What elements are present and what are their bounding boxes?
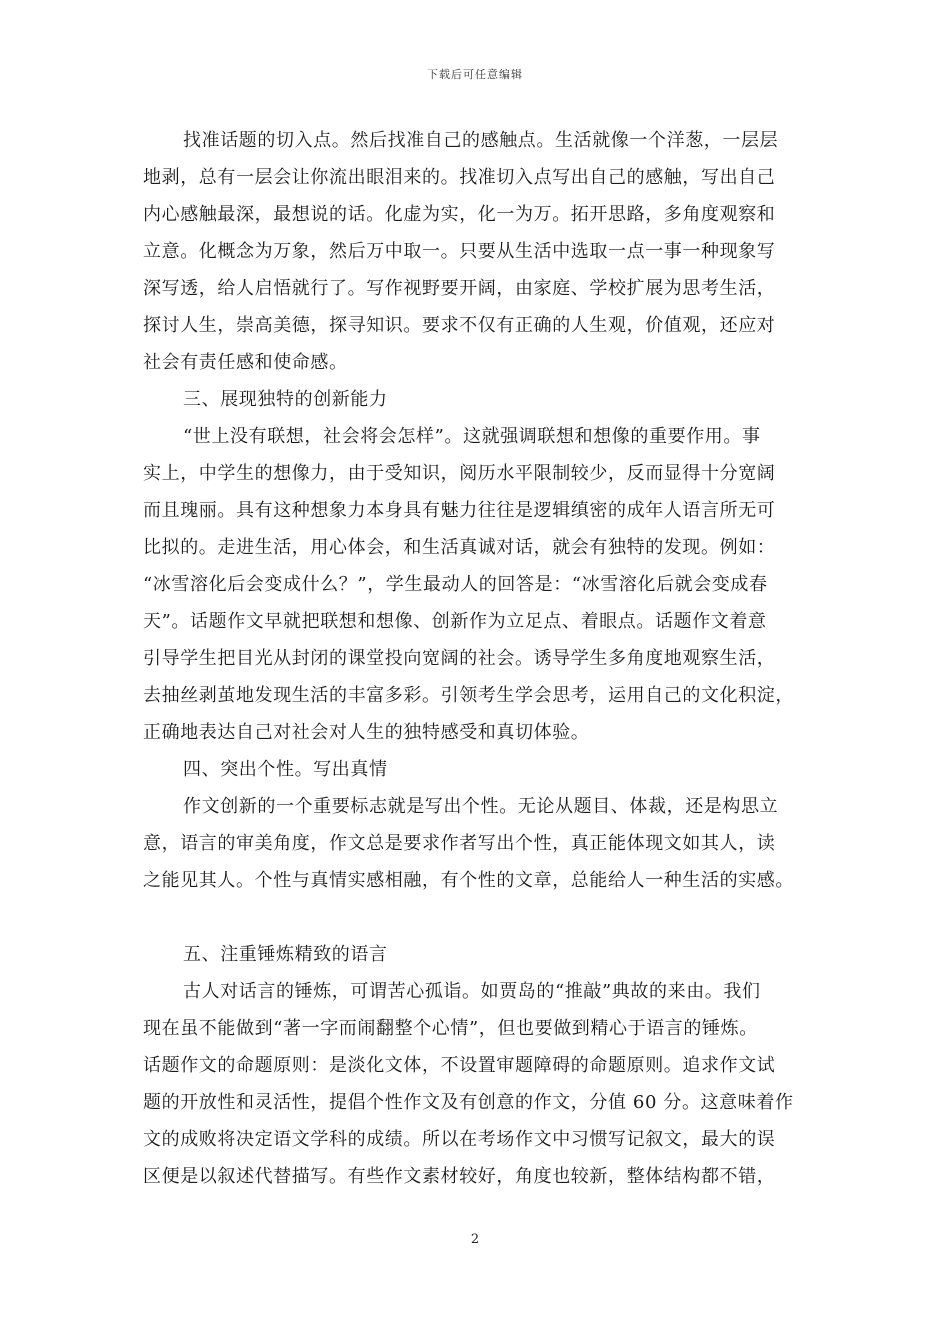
paragraph-line: “世上没有联想，社会将会怎样”。这就强调联想和想像的重要作用。事	[183, 426, 761, 447]
section-heading-5: 五、注重锤炼精致的语言	[183, 944, 388, 965]
paragraph-line: 探讨人生，崇高美德，探寻知识。要求不仅有正确的人生观，价值观，还应对	[143, 315, 776, 336]
paragraph-line: 深写透，给人启悟就行了。写作视野要开阔，由家庭、学校扩展为思考生活，	[143, 278, 776, 299]
paragraph-line: 实上，中学生的想像力，由于受知识，阅历水平限制较少，反而显得十分宽阔	[143, 463, 776, 484]
paragraph-line: 区便是以叙述代替描写。有些作文素材较好，角度也较新，整体结构都不错，	[143, 1166, 776, 1187]
paragraph-line: 文的成败将决定语文学科的成绩。所以在考场作文中习惯写记叙文，最大的误	[143, 1129, 776, 1150]
section-heading-3: 三、展现独特的创新能力	[183, 389, 388, 410]
paragraph-line: 正确地表达自己对社会对人生的独特感受和真切体验。	[143, 722, 590, 743]
paragraph-line: 天”。话题作文早就把联想和想像、创新作为立足点、着眼点。话题作文着意	[143, 611, 767, 632]
paragraph-line: 作文创新的一个重要标志就是写出个性。无论从题目、体裁，还是构思立	[183, 796, 779, 817]
paragraph-line: “冰雪溶化后会变成什么？”，学生最动人的回答是：“冰雪溶化后就会变成春	[143, 574, 768, 595]
paragraph-line: 内心感触最深，最想说的话。化虚为实，化一为万。拓开思路，多角度观察和	[143, 204, 776, 225]
paragraph-line: 地剥，总有一层会让你流出眼泪来的。找准切入点写出自己的感触，写出自己	[143, 167, 776, 188]
paragraph-line: 古人对话言的锤炼，可谓苦心孤诣。如贾岛的“推敲”典故的来由。我们	[183, 981, 761, 1002]
paragraph-line: 去抽丝剥茧地发现生活的丰富多彩。引领考生学会思考，运用自己的文化积淀，	[143, 685, 794, 706]
page-header: 下载后可任意编辑	[427, 68, 523, 81]
paragraph-line: 之能见其人。个性与真情实感相融，有个性的文章，总能给人一种生活的实感。	[143, 870, 794, 891]
paragraph-line: 现在虽不能做到“著一字而闹翻整个心情”，但也要做到精心于语言的锤炼。	[143, 1018, 758, 1039]
paragraph-line: 话题作文的命题原则：是淡化文体，不设置审题障碍的命题原则。追求作文试	[143, 1055, 776, 1076]
paragraph-line: 立意。化概念为万象，然后万中取一。只要从生活中选取一点一事一种现象写	[143, 241, 776, 262]
paragraph-line: 社会有责任感和使命感。	[143, 352, 348, 373]
paragraph-line: 比拟的。走进生活，用心体会，和生活真诚对话，就会有独特的发现。例如：	[143, 537, 776, 558]
section-heading-4: 四、突出个性。写出真情	[183, 759, 388, 780]
paragraph-line: 引导学生把目光从封闭的课堂投向宽阔的社会。诱导学生多角度地观察生活，	[143, 648, 776, 669]
paragraph-line: 找准话题的切入点。然后找准自己的感触点。生活就像一个洋葱，一层层	[183, 130, 779, 151]
document-body	[143, 122, 815, 1195]
page-number: 2	[470, 1232, 480, 1247]
blank-line	[143, 899, 815, 936]
paragraph-line: 题的开放性和灵活性，提倡个性作文及有创意的作文，分值 60 分。这意味着作	[143, 1092, 794, 1113]
paragraph-line: 而且瑰丽。具有这种想象力本身具有魅力往往是逻辑缜密的成年人语言所无可	[143, 500, 776, 521]
paragraph-line: 意，语言的审美角度，作文总是要求作者写出个性，真正能体现文如其人，读	[143, 833, 776, 854]
